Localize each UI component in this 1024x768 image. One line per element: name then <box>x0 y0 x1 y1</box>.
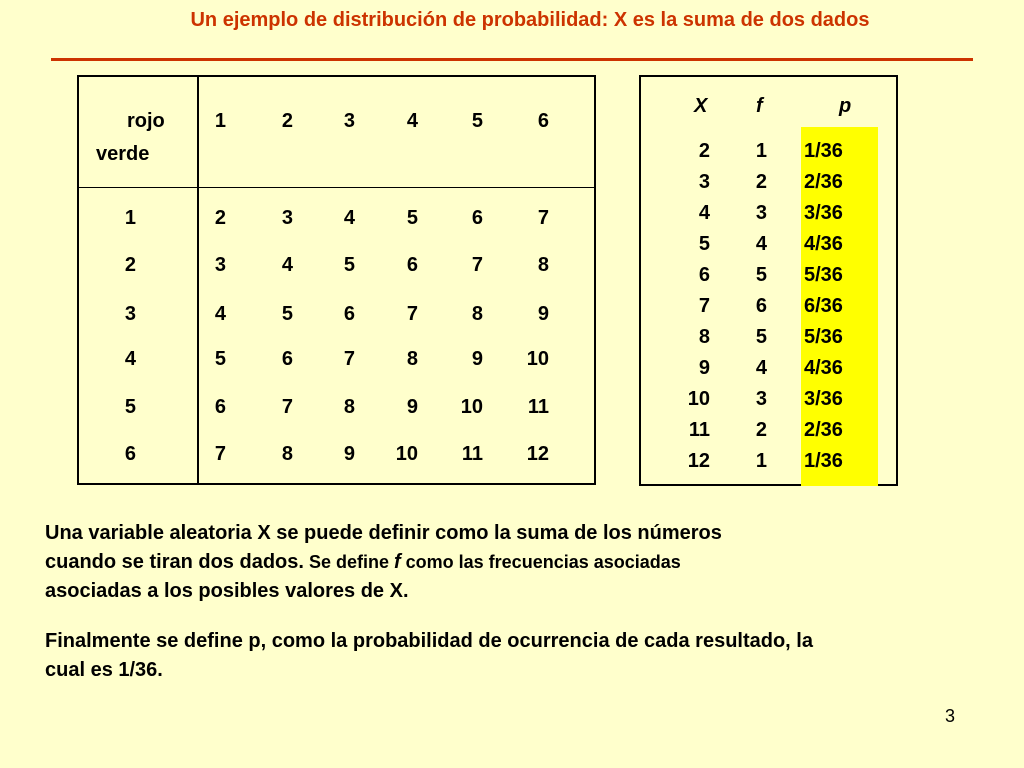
freq-x-value: 10 <box>687 388 710 410</box>
freq-column-p <box>804 136 876 477</box>
slide-title: Un ejemplo de distribución de probabilidad: X es la suma de dos dados <box>190 9 870 31</box>
dice-left-value: 1 <box>124 207 136 229</box>
freq-f-value: 5 <box>755 326 767 348</box>
freq-x-value: 6 <box>698 264 710 286</box>
dice-sum-cell: 5 <box>281 303 293 325</box>
dice-sum-cell: 8 <box>343 396 355 418</box>
freq-f-value: 4 <box>755 233 767 255</box>
dice-sum-cell: 11 <box>461 443 483 465</box>
freq-column-f <box>730 136 767 477</box>
dice-sum-cell: 8 <box>406 348 418 370</box>
freq-x-value: 3 <box>698 171 710 193</box>
dice-sum-cell: 6 <box>343 303 355 325</box>
dice-sum-cell: 7 <box>343 348 355 370</box>
description-line-2d: como las frecuencias asociadas <box>400 552 681 572</box>
dice-sum-cell: 5 <box>406 207 418 229</box>
dice-sum-cell: 5 <box>214 348 226 370</box>
dice-sum-cell: 6 <box>406 254 418 276</box>
dice-sum-cell: 3 <box>281 207 293 229</box>
freq-p-value: 5/36 <box>804 326 843 348</box>
conclusion-line-2: cual es 1/36. <box>45 659 163 681</box>
col-header-label: verde <box>96 143 150 165</box>
dice-sum-cell: 10 <box>395 443 418 465</box>
freq-p-value: 1/36 <box>804 140 843 162</box>
freq-column-x <box>660 136 710 477</box>
dice-sum-cell: 12 <box>526 443 549 465</box>
freq-p-value: 2/36 <box>804 419 843 441</box>
dice-left-value: 3 <box>124 303 136 325</box>
freq-x-value: 8 <box>698 326 710 348</box>
dice-sum-cell: 6 <box>471 207 483 229</box>
description-line-2 <box>45 548 722 577</box>
description-line-3: asociadas a los posibles valores de X. <box>45 580 409 602</box>
dice-sum-cell: 8 <box>471 303 483 325</box>
row-header-label: rojo <box>127 110 165 132</box>
dice-sum-cell: 4 <box>281 254 293 276</box>
conclusion-paragraph <box>45 627 813 685</box>
freq-p-value: 4/36 <box>804 233 843 255</box>
freq-header-f: f <box>756 95 763 117</box>
page-number: 3 <box>945 706 956 726</box>
dice-sum-cell: 10 <box>460 396 483 418</box>
dice-top-value: 6 <box>537 110 549 132</box>
dice-sum-cell: 3 <box>214 254 226 276</box>
dice-sum-cell: 7 <box>214 443 226 465</box>
dice-left-value: 2 <box>124 254 136 276</box>
dice-top-value: 1 <box>214 110 226 132</box>
table-horizontal-divider <box>79 187 594 188</box>
freq-f-value: 2 <box>755 419 767 441</box>
freq-x-value: 7 <box>698 295 710 317</box>
dice-top-value: 3 <box>343 110 355 132</box>
freq-header-x: X <box>694 95 708 117</box>
title-underline <box>51 58 973 61</box>
freq-f-value: 5 <box>755 264 767 286</box>
freq-header-p: p <box>839 95 852 117</box>
dice-sum-cell: 5 <box>343 254 355 276</box>
dice-left-value: 5 <box>124 396 136 418</box>
freq-f-value: 4 <box>755 357 767 379</box>
dice-sum-cell: 9 <box>343 443 355 465</box>
dice-sum-cell: 2 <box>214 207 226 229</box>
freq-p-value: 3/36 <box>804 202 843 224</box>
freq-x-value: 5 <box>698 233 710 255</box>
freq-p-value: 6/36 <box>804 295 843 317</box>
dice-sum-cell: 9 <box>537 303 549 325</box>
dice-sum-cell: 8 <box>281 443 293 465</box>
freq-f-value: 3 <box>755 202 767 224</box>
freq-x-value: 2 <box>698 140 710 162</box>
description-line-2b: Se define <box>303 552 394 572</box>
dice-sum-cell: 11 <box>527 396 549 418</box>
freq-p-value: 3/36 <box>804 388 843 410</box>
dice-top-value: 4 <box>406 110 418 132</box>
description-paragraph <box>45 519 722 606</box>
freq-f-value: 6 <box>755 295 767 317</box>
freq-f-value: 2 <box>755 171 767 193</box>
dice-sum-cell: 4 <box>343 207 355 229</box>
description-line-2a: cuando se tiran dos dados. <box>45 551 304 573</box>
dice-sum-cell: 7 <box>281 396 293 418</box>
dice-sum-cell: 6 <box>214 396 226 418</box>
dice-top-value: 5 <box>471 110 483 132</box>
dice-sum-cell: 7 <box>471 254 483 276</box>
freq-x-value: 12 <box>687 450 710 472</box>
dice-sum-cell: 7 <box>406 303 418 325</box>
dice-sum-cell: 6 <box>281 348 293 370</box>
dice-sum-table <box>77 75 596 485</box>
freq-x-value: 9 <box>698 357 710 379</box>
freq-p-value: 4/36 <box>804 357 843 379</box>
table-vertical-divider <box>197 77 199 483</box>
dice-sum-cell: 8 <box>537 254 549 276</box>
freq-x-value: 11 <box>688 419 710 441</box>
dice-sum-cell: 9 <box>471 348 483 370</box>
freq-f-value: 3 <box>755 388 767 410</box>
dice-left-value: 6 <box>124 443 136 465</box>
dice-left-value: 4 <box>124 348 136 370</box>
freq-f-value: 1 <box>755 450 767 472</box>
dice-top-value: 2 <box>281 110 293 132</box>
freq-x-value: 4 <box>698 202 710 224</box>
freq-p-value: 5/36 <box>804 264 843 286</box>
dice-sum-cell: 7 <box>537 207 549 229</box>
freq-p-value: 1/36 <box>804 450 843 472</box>
description-line-2c: f <box>393 551 401 573</box>
dice-sum-cell: 9 <box>406 396 418 418</box>
freq-p-value: 2/36 <box>804 171 843 193</box>
freq-f-value: 1 <box>755 140 767 162</box>
description-line-1: Una variable aleatoria X se puede definir como la suma de los números <box>45 522 722 544</box>
dice-sum-cell: 4 <box>214 303 226 325</box>
conclusion-line-1: Finalmente se define p, como la probabilidad de ocurrencia de cada resultado, la <box>45 630 813 652</box>
dice-sum-cell: 10 <box>526 348 549 370</box>
